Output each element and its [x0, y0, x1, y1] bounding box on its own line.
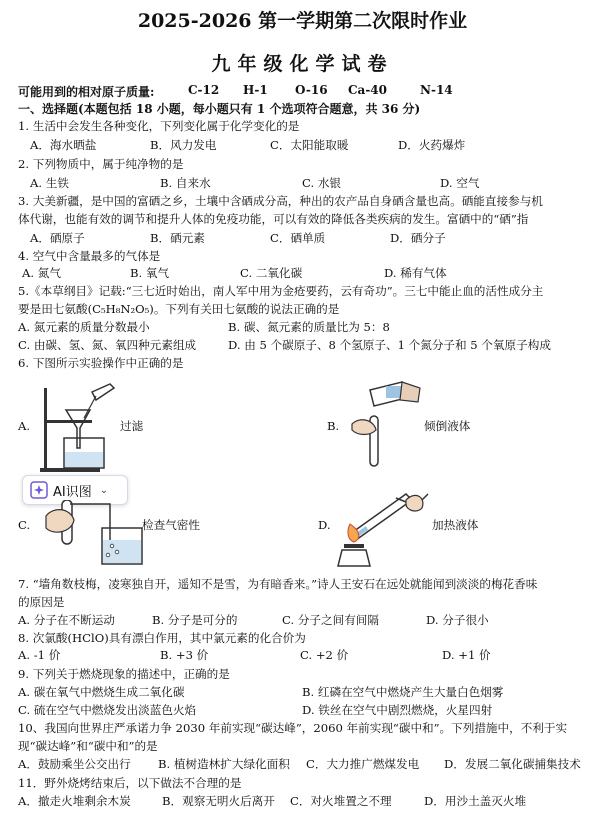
question-stem: 9. 下列关于燃烧现象的描述中，正确的是	[18, 667, 230, 681]
option-b: B．硒元素	[150, 231, 205, 245]
question-stem: 6. 下图所示实验操作中正确的是	[18, 356, 184, 370]
option-c: C．硒单质	[270, 231, 326, 245]
option-d: D. 铁丝在空气中剧烈燃烧，火星四射	[302, 703, 493, 717]
option-a: A．撤走火堆剩余木炭	[18, 794, 131, 808]
option-a: A. 生铁	[30, 176, 69, 190]
option-b: B. 红磷在空气中燃烧产生大量白色烟雾	[302, 685, 504, 699]
heat-liquid-figure	[336, 488, 432, 570]
option-d: D.	[318, 518, 331, 532]
question-stem-line: 的原因是	[18, 595, 65, 609]
ai-badge-label: AI识图	[53, 484, 92, 500]
option-a: A．海水晒盐	[30, 138, 97, 152]
question-stem-line: 要是田七氨酸(C₅H₈N₂O₅)。下列有关田七氨酸的说法正确的是	[18, 302, 340, 316]
question-stem-line: 7. “墙角数枝梅，凌寒独自开，遥知不是雪，为有暗香来。”诗人王安石在远处就能闻到淡淡的梅花香味	[18, 577, 538, 591]
option-b: B. 分子是可分的	[152, 613, 238, 627]
option-b: B. 氧气	[130, 266, 170, 280]
option-c: C. 硫在空气中燃烧发出淡蓝色火焰	[18, 703, 197, 717]
question-stem: 8. 次氯酸(HClO)具有漂白作用，其中氯元素的化合价为	[18, 631, 306, 645]
option-b: B. 植树造林扩大绿化面积	[158, 757, 290, 771]
figure-caption-pour: 倾倒液体	[424, 419, 471, 433]
option-d: D. 分子很小	[426, 613, 489, 627]
pour-liquid-figure	[340, 380, 430, 472]
question-stem-line: 10、我国向世界庄严承诺力争 2030 年前实现“碳达峰”，2060 年前实现“碳中和”。下列措施中，不利于实	[18, 721, 568, 735]
option-c: C．对火堆置之不理	[290, 794, 392, 808]
question-stem: 2. 下列物质中，属于纯净物的是	[18, 157, 184, 171]
option-a: A．鼓励乘坐公交出行	[18, 757, 131, 771]
airtight-check-figure	[40, 500, 144, 566]
figure-caption-heat: 加热液体	[432, 518, 479, 532]
option-d: D. 稀有气体	[384, 266, 447, 280]
option-b: B．观察无明火后离开	[162, 794, 275, 808]
question-stem-line: 体代谢，也能有效的调节和提升人体的免疫功能，可以有效的降低各类疾病的发生。富硒中的“硒”指	[18, 212, 529, 226]
option-a: A. 碳在氧气中燃烧生成二氧化碳	[18, 685, 185, 699]
question-stem: 4. 空气中含量最多的气体是	[18, 249, 161, 263]
option-d: D. 由 5 个碳原子、8 个氢原子、1 个氮分子和 5 个氧原子构成	[228, 338, 551, 352]
option-a: A. 分子在不断运动	[18, 613, 115, 627]
question-stem-line: 现“碳达峰”和“碳中和”的是	[18, 739, 158, 753]
option-a: A．硒原子	[30, 231, 85, 245]
option-d: D．用沙土盖灭火堆	[424, 794, 527, 808]
question-stem: 1. 生活中会发生各种变化，下列变化属于化学变化的是	[18, 119, 300, 133]
option-c: C. 水银	[302, 176, 342, 190]
figure-caption-airtight: 检查气密性	[142, 518, 200, 532]
question-stem-line: 3. 大美新疆，是中国的富硒之乡，土壤中含硒成分高，种出的农产品自身硒含量也高。硒能直接参与机	[18, 194, 543, 208]
atomic-mass-item: C-12	[188, 83, 220, 97]
chevron-down-icon: ⌄	[99, 484, 109, 496]
option-c: C. 由碳、氢、氮、氧四种元素组成	[18, 338, 197, 352]
option-c: C．大力推广燃煤发电	[306, 757, 420, 771]
option-d: D. +1 价	[442, 648, 491, 662]
option-b: B．风力发电	[150, 138, 217, 152]
figure-caption-filter: 过滤	[120, 419, 144, 433]
option-b: B. 碳、氮元素的质量比为 5：8	[228, 320, 390, 334]
option-b: B.	[327, 419, 340, 433]
option-c: C．太阳能取暖	[270, 138, 349, 152]
ai-sparkle-icon	[30, 481, 48, 499]
question-stem: 11．野外烧烤结束后，以下做法不合理的是	[18, 776, 242, 790]
section-heading: 一、选择题(本题包括 18 小题，每小题只有 1 个选项符合题意，共 36 分)	[18, 102, 421, 116]
option-c: C. 二氧化碳	[240, 266, 303, 280]
option-d: D．硒分子	[390, 231, 446, 245]
option-b: B. 自来水	[160, 176, 211, 190]
option-a: A.	[18, 419, 31, 433]
atomic-mass-item: N-14	[420, 83, 453, 97]
option-d: D. 空气	[440, 176, 480, 190]
option-c: C. 分子之间有间隔	[282, 613, 379, 627]
atomic-mass-label: 可能用到的相对原子质量:	[18, 85, 155, 99]
question-stem-line: 5.《本草纲目》记载:“三七近时始出，南人军中用为金疮要药，云有奇功”。三七中能止血的活性成分主	[18, 284, 544, 298]
option-a: A. 氮元素的质量分数最小	[18, 320, 150, 334]
option-d: D．发展二氧化碳捕集技术	[444, 757, 581, 771]
option-d: D．火药爆炸	[398, 138, 466, 152]
option-a: A. 氮气	[22, 266, 61, 280]
atomic-mass-item: H-1	[243, 83, 268, 97]
option-c: C.	[18, 518, 31, 532]
atomic-mass-item: Ca-40	[348, 83, 388, 97]
option-b: B. +3 价	[160, 648, 209, 662]
exam-subtitle: 九年级化学试卷	[211, 53, 394, 75]
filtration-figure	[36, 382, 118, 474]
atomic-mass-item: O-16	[295, 83, 328, 97]
option-c: C. +2 价	[300, 648, 349, 662]
option-a: A. -1 价	[18, 648, 61, 662]
page-title: 2025-2026 第一学期第二次限时作业	[137, 10, 468, 32]
